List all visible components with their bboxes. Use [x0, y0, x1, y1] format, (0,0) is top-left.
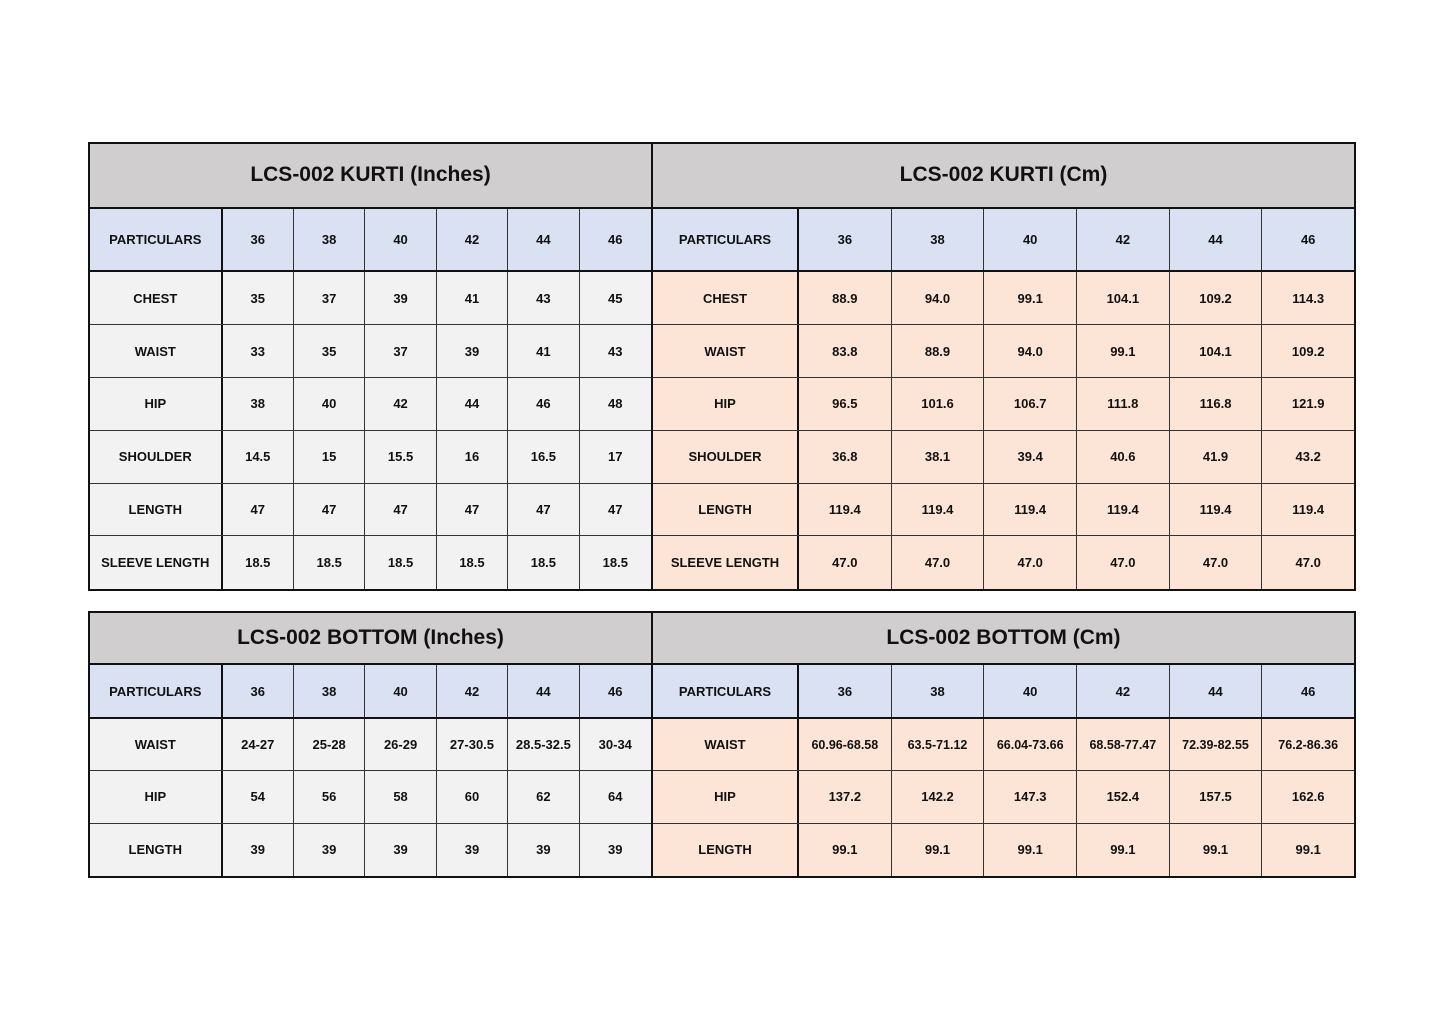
table-cell: 142.2: [892, 771, 985, 822]
row-label: CHEST: [90, 272, 223, 324]
table-row: [90, 719, 651, 771]
header-cell: 40: [365, 665, 436, 716]
table-cell: 18.5: [365, 536, 436, 589]
table-cell: 37: [365, 325, 436, 377]
header-cell: 36: [799, 209, 892, 271]
header-cell: 40: [984, 209, 1077, 271]
row-label: HIP: [90, 771, 223, 822]
table-cell: 99.1: [799, 824, 892, 876]
table-cell: 106.7: [984, 378, 1077, 430]
table-cell: 41.9: [1170, 431, 1263, 483]
table-cell: 58: [365, 771, 436, 822]
table-row: [653, 325, 1354, 378]
header-cell: 36: [799, 665, 892, 716]
header-cell: 46: [608, 683, 623, 699]
table-cell: 47.0: [1295, 555, 1321, 571]
table-cell: 39: [223, 824, 294, 876]
bottom-inches-title: LCS-002 BOTTOM (Inches): [90, 613, 651, 665]
header-cell: 46: [608, 232, 623, 248]
table-cell: 47.0: [984, 536, 1077, 589]
table-cell: 38: [223, 378, 294, 430]
table-cell: 39.4: [984, 431, 1077, 483]
table-cell: 40: [294, 378, 365, 430]
kurti-inches-header-row: [90, 209, 651, 273]
table-row: [90, 771, 651, 823]
table-cell: 30-34: [598, 737, 632, 753]
header-cell: 42: [437, 209, 508, 271]
table-cell: 46: [508, 378, 579, 430]
header-cell: 44: [1170, 209, 1263, 271]
bottom-size-chart: [88, 611, 1356, 878]
table-row: [90, 431, 651, 484]
table-cell: 40.6: [1077, 431, 1170, 483]
header-cell: 38: [892, 209, 985, 271]
table-cell: 44: [437, 378, 508, 430]
table-cell: 94.0: [892, 272, 985, 324]
table-row: [90, 378, 651, 431]
kurti-cm-header-row: [653, 209, 1354, 273]
table-row: [90, 536, 651, 589]
table-cell: 54: [223, 771, 294, 822]
table-cell: 119.4: [984, 484, 1077, 536]
row-label: LENGTH: [90, 484, 223, 536]
kurti-inches-table: [90, 144, 653, 589]
table-cell: 47.0: [799, 536, 892, 589]
table-cell: 96.5: [799, 378, 892, 430]
table-row: [653, 484, 1354, 537]
table-cell: 99.1: [1077, 824, 1170, 876]
table-cell: 39: [608, 842, 623, 858]
kurti-inches-title: LCS-002 KURTI (Inches): [90, 144, 651, 209]
table-cell: 47: [437, 484, 508, 536]
table-cell: 60.96-68.58: [799, 719, 892, 770]
table-row: [653, 431, 1354, 484]
table-cell: 47: [508, 484, 579, 536]
table-cell: 47: [365, 484, 436, 536]
table-row: [653, 378, 1354, 431]
header-cell: 40: [365, 209, 436, 271]
table-cell: 43: [608, 343, 623, 359]
table-row: [653, 536, 1354, 589]
row-label: HIP: [90, 378, 223, 430]
table-cell: 36.8: [799, 431, 892, 483]
header-cell: PARTICULARS: [90, 209, 223, 271]
header-cell: 42: [437, 665, 508, 716]
table-cell: 88.9: [799, 272, 892, 324]
table-cell: 147.3: [984, 771, 1077, 822]
table-cell: 39: [508, 824, 579, 876]
row-label: HIP: [653, 771, 799, 822]
row-label: LENGTH: [653, 484, 799, 536]
header-cell: 46: [1300, 683, 1316, 699]
table-cell: 119.4: [1170, 484, 1263, 536]
table-cell: 26-29: [365, 719, 436, 770]
table-cell: 119.4: [799, 484, 892, 536]
table-cell: 83.8: [799, 325, 892, 377]
table-row: [90, 325, 651, 378]
kurti-size-chart: [88, 142, 1356, 591]
table-cell: 43: [508, 272, 579, 324]
table-cell: 41: [508, 325, 579, 377]
table-cell: 109.2: [1170, 272, 1263, 324]
table-cell: 76.2-86.36: [1278, 737, 1339, 752]
row-label: WAIST: [90, 719, 223, 770]
bottom-inches-header-row: [90, 665, 651, 718]
table-cell: 17: [608, 449, 623, 465]
table-cell: 62: [508, 771, 579, 822]
kurti-cm-table: [653, 144, 1354, 589]
table-cell: 99.1: [1295, 842, 1321, 858]
table-cell: 25-28: [294, 719, 365, 770]
table-cell: 116.8: [1170, 378, 1263, 430]
table-cell: 35: [223, 272, 294, 324]
table-cell: 152.4: [1077, 771, 1170, 822]
table-cell: 111.8: [1077, 378, 1170, 430]
table-cell: 60: [437, 771, 508, 822]
bottom-cm-title: LCS-002 BOTTOM (Cm): [653, 613, 1354, 665]
header-cell: 46: [1300, 232, 1316, 248]
table-cell: 39: [365, 824, 436, 876]
header-cell: PARTICULARS: [90, 665, 223, 716]
bottom-cm-table: [653, 613, 1354, 876]
header-cell: 44: [508, 209, 579, 271]
table-cell: 18.5: [437, 536, 508, 589]
table-cell: 47: [223, 484, 294, 536]
header-cell: 38: [892, 665, 985, 716]
header-cell: 42: [1077, 665, 1170, 716]
table-cell: 99.1: [984, 272, 1077, 324]
row-label: CHEST: [653, 272, 799, 324]
header-cell: 40: [984, 665, 1077, 716]
table-row: [653, 272, 1354, 325]
table-cell: 48: [608, 396, 623, 412]
header-cell: 44: [508, 665, 579, 716]
table-cell: 47: [294, 484, 365, 536]
table-cell: 88.9: [892, 325, 985, 377]
row-label: WAIST: [653, 719, 799, 770]
row-label: LENGTH: [653, 824, 799, 876]
table-cell: 121.9: [1291, 396, 1325, 412]
row-label: HIP: [653, 378, 799, 430]
header-cell: 42: [1077, 209, 1170, 271]
header-cell: 36: [223, 665, 294, 716]
table-cell: 137.2: [799, 771, 892, 822]
table-cell: 119.4: [892, 484, 985, 536]
header-cell: PARTICULARS: [653, 209, 799, 271]
table-cell: 45: [608, 290, 623, 306]
table-row: [653, 771, 1354, 823]
row-label: WAIST: [90, 325, 223, 377]
row-label: SLEEVE LENGTH: [90, 536, 223, 589]
table-cell: 18.5: [294, 536, 365, 589]
table-cell: 28.5-32.5: [508, 719, 579, 770]
table-cell: 18.5: [223, 536, 294, 589]
bottom-inches-table: [90, 613, 653, 876]
table-cell: 47.0: [892, 536, 985, 589]
table-cell: 47.0: [1077, 536, 1170, 589]
table-cell: 66.04-73.66: [984, 719, 1077, 770]
table-cell: 15.5: [365, 431, 436, 483]
table-cell: 119.4: [1292, 501, 1325, 517]
table-cell: 119.4: [1077, 484, 1170, 536]
table-cell: 35: [294, 325, 365, 377]
table-cell: 63.5-71.12: [892, 719, 985, 770]
header-cell: 44: [1170, 665, 1263, 716]
table-cell: 39: [294, 824, 365, 876]
table-row: [653, 824, 1354, 876]
header-cell: PARTICULARS: [653, 665, 799, 716]
kurti-cm-title: LCS-002 KURTI (Cm): [653, 144, 1354, 209]
table-cell: 162.6: [1291, 789, 1325, 805]
table-cell: 99.1: [892, 824, 985, 876]
header-cell: 38: [294, 665, 365, 716]
table-cell: 72.39-82.55: [1170, 719, 1263, 770]
table-cell: 16.5: [508, 431, 579, 483]
table-cell: 99.1: [1170, 824, 1263, 876]
table-cell: 64: [608, 789, 623, 805]
table-cell: 94.0: [984, 325, 1077, 377]
table-cell: 56: [294, 771, 365, 822]
table-cell: 99.1: [984, 824, 1077, 876]
row-label: WAIST: [653, 325, 799, 377]
table-cell: 38.1: [892, 431, 985, 483]
table-cell: 104.1: [1170, 325, 1263, 377]
table-cell: 39: [365, 272, 436, 324]
table-cell: 33: [223, 325, 294, 377]
table-cell: 39: [437, 824, 508, 876]
table-cell: 99.1: [1077, 325, 1170, 377]
table-row: [90, 272, 651, 325]
table-cell: 47: [608, 501, 623, 517]
row-label: SLEEVE LENGTH: [653, 536, 799, 589]
table-cell: 41: [437, 272, 508, 324]
table-cell: 43.2: [1295, 449, 1321, 465]
table-cell: 18.5: [602, 555, 628, 571]
header-cell: 36: [223, 209, 294, 271]
table-cell: 47.0: [1170, 536, 1263, 589]
table-row: [653, 719, 1354, 771]
row-label: SHOULDER: [90, 431, 223, 483]
bottom-cm-header-row: [653, 665, 1354, 718]
table-cell: 42: [365, 378, 436, 430]
table-cell: 16: [437, 431, 508, 483]
table-cell: 68.58-77.47: [1077, 719, 1170, 770]
table-cell: 14.5: [223, 431, 294, 483]
row-label: LENGTH: [90, 824, 223, 876]
table-cell: 101.6: [892, 378, 985, 430]
table-cell: 109.2: [1291, 343, 1325, 359]
table-cell: 15: [294, 431, 365, 483]
table-cell: 24-27: [223, 719, 294, 770]
row-label: SHOULDER: [653, 431, 799, 483]
table-row: [90, 824, 651, 876]
table-cell: 104.1: [1077, 272, 1170, 324]
table-cell: 27-30.5: [437, 719, 508, 770]
table-cell: 157.5: [1170, 771, 1263, 822]
table-cell: 18.5: [508, 536, 579, 589]
table-cell: 37: [294, 272, 365, 324]
table-cell: 39: [437, 325, 508, 377]
table-row: [90, 484, 651, 537]
header-cell: 38: [294, 209, 365, 271]
table-cell: 114.3: [1292, 290, 1325, 306]
